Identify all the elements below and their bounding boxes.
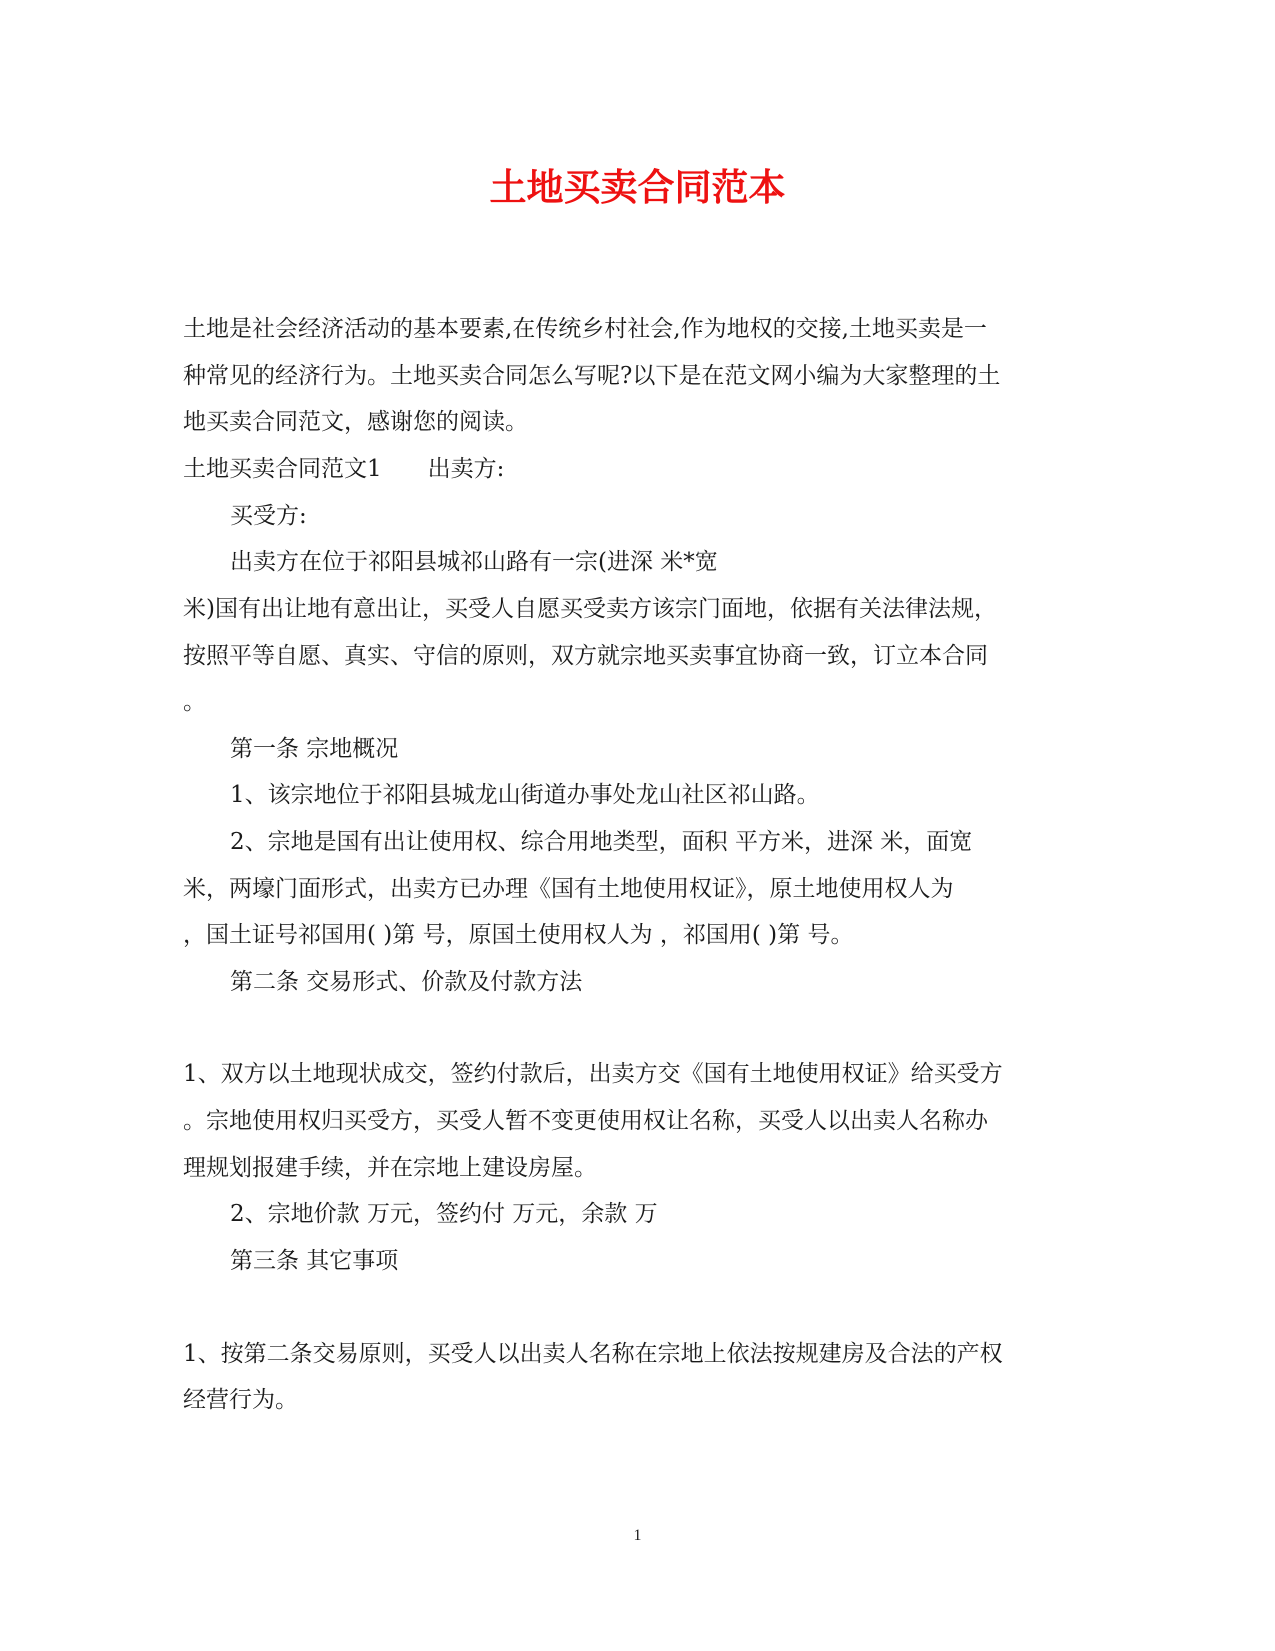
- preamble-line-2: 米)国有出让地有意出让，买受人自愿买受卖方该宗门面地，依据有关法律法规，: [183, 596, 997, 622]
- preamble-line-1: 出卖方在位于祁阳县城祁山路有一宗(进深 米*宽: [230, 549, 718, 575]
- article-2-item-1-line-1: 1、双方以土地现状成交，签约付款后，出卖方交《国有土地使用权证》给买受方: [183, 1061, 1003, 1087]
- document-title: 土地买卖合同范本: [489, 165, 786, 209]
- sample-heading-seller: 土地买卖合同范文1 出卖方:: [183, 456, 505, 482]
- article-3-item-1-line-1: 1、按第二条交易原则，买受人以出卖人名称在宗地上依法按规建房及合法的产权: [183, 1341, 1003, 1367]
- article-3-heading: 第三条 其它事项: [230, 1248, 399, 1274]
- intro-line-2: 种常见的经济行为。土地买卖合同怎么写呢?以下是在范文网小编为大家整理的土: [183, 363, 1001, 389]
- page-number: 1: [633, 1527, 642, 1544]
- buyer-label: 买受方:: [230, 503, 307, 529]
- article-2-item-1-line-3: 理规划报建手续，并在宗地上建设房屋。: [183, 1155, 597, 1181]
- article-2-item-1-line-2: 。宗地使用权归买受方，买受人暂不变更使用权让名称，买受人以出卖人名称办: [183, 1108, 988, 1134]
- article-2-heading: 第二条 交易形式、价款及付款方法: [230, 969, 583, 995]
- article-3-item-1-line-2: 经营行为。: [183, 1387, 298, 1413]
- preamble-line-3: 按照平等自愿、真实、守信的原则，双方就宗地买卖事宜协商一致，订立本合同: [183, 643, 988, 669]
- article-1-item-2-line-3: ，国土证号祁国用( )第 号，原国土使用权人为 ，祁国用( )第 号。: [183, 922, 854, 948]
- article-2-item-2: 2、宗地价款 万元，签约付 万元，余款 万: [230, 1201, 658, 1227]
- article-1-heading: 第一条 宗地概况: [230, 736, 399, 762]
- article-1-item-2-line-2: 米，两壕门面形式，出卖方已办理《国有土地使用权证》，原土地使用权人为: [183, 876, 954, 902]
- article-1-item-2-line-1: 2、宗地是国有出让使用权、综合用地类型，面积 平方米，进深 米，面宽: [230, 829, 973, 855]
- article-1-item-1: 1、该宗地位于祁阳县城龙山街道办事处龙山社区祁山路。: [230, 782, 820, 808]
- intro-line-1: 土地是社会经济活动的基本要素,在传统乡村社会,作为地权的交接,土地买卖是一: [183, 316, 987, 342]
- intro-line-3: 地买卖合同范文，感谢您的阅读。: [183, 409, 528, 435]
- preamble-line-4: 。: [183, 689, 206, 715]
